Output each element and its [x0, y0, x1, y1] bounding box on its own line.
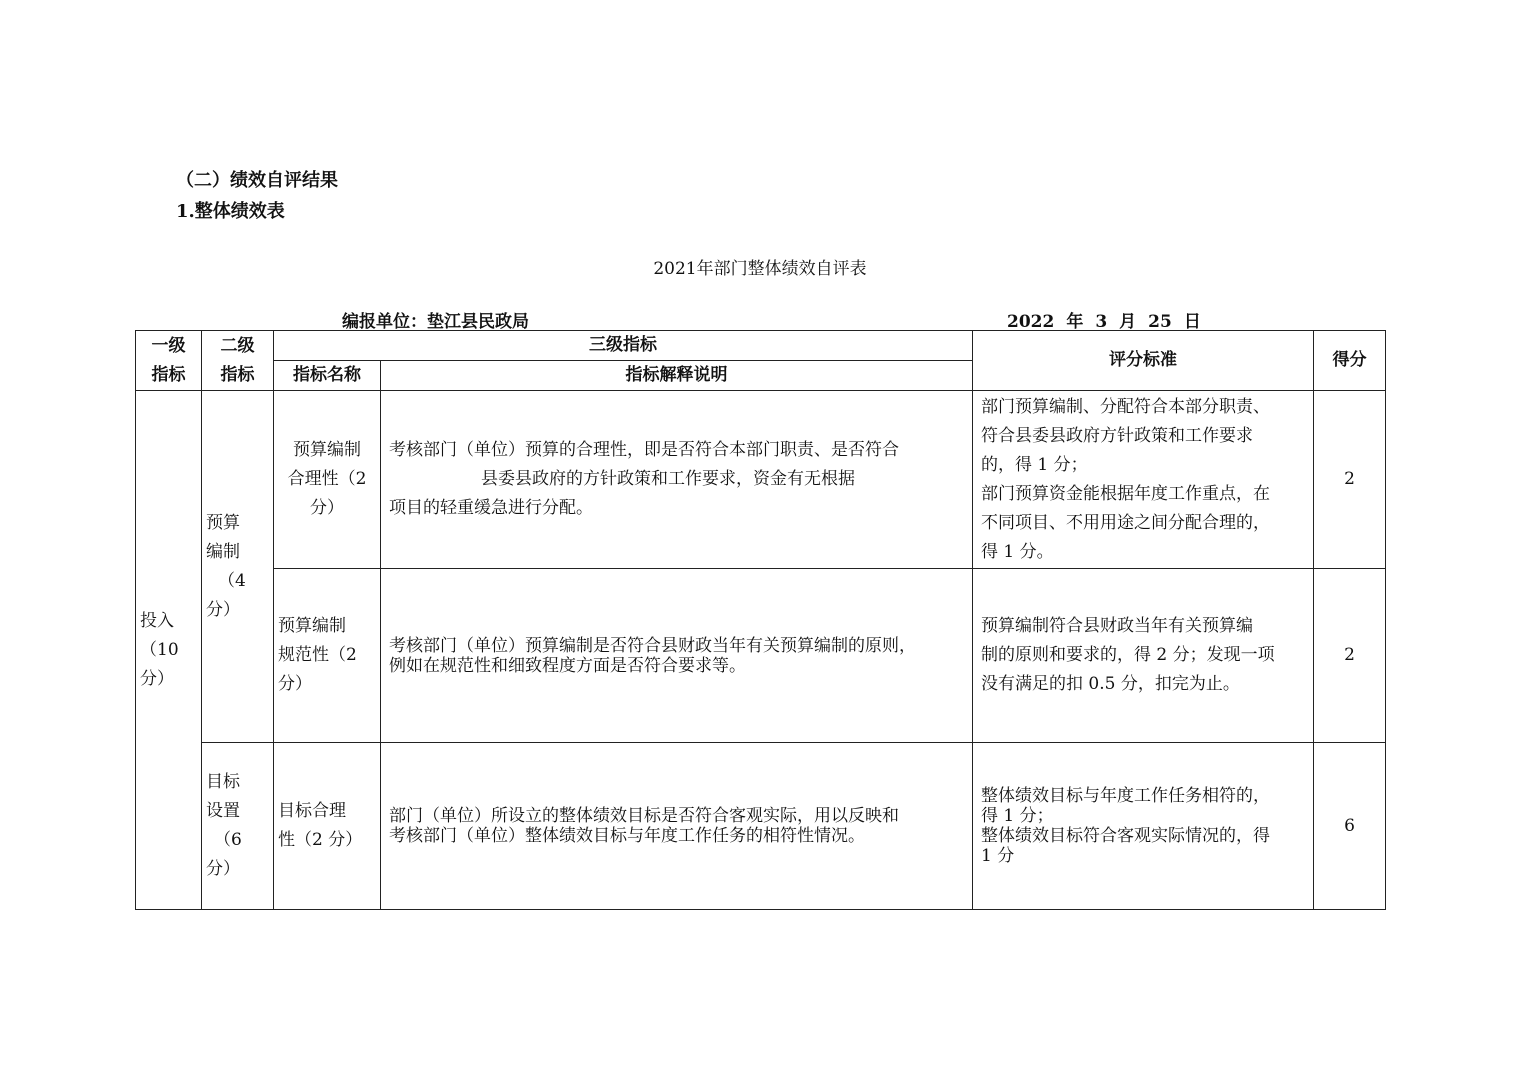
header-name: 指标名称 — [274, 361, 381, 391]
level1-line: 分） — [140, 668, 174, 689]
name-line: 分） — [278, 674, 312, 694]
scoring-criteria — [973, 743, 1314, 910]
criteria-line: 预算编制符合县财政当年有关预算编 — [981, 616, 1253, 636]
indicator-name — [274, 743, 381, 910]
header-level1-line1: 一级 — [151, 335, 186, 356]
table-row — [136, 569, 1386, 743]
criteria-line: 整体绩效目标符合客观实际情况的，得 — [981, 826, 1270, 846]
date-month: 3 — [1095, 312, 1108, 332]
criteria-line: 1 分 — [981, 846, 1015, 866]
header-level2-line1: 二级 — [220, 335, 255, 356]
level2-cell — [202, 391, 274, 743]
level2-line: 设置 — [206, 801, 240, 821]
level2-cell — [202, 743, 274, 910]
name-line: 预算编制 — [293, 440, 361, 460]
explain-line: 考核部门（单位）预算编制是否符合县财政当年有关预算编制的原则， — [389, 635, 916, 656]
criteria-line: 部门预算资金能根据年度工作重点，在 — [981, 483, 1270, 504]
criteria-line: 没有满足的扣 0.5 分，扣完为止。 — [981, 674, 1240, 694]
level1-line: 投入 — [140, 610, 174, 631]
level2-line: （4 — [218, 570, 246, 591]
indicator-explain — [381, 391, 973, 569]
level2-line: 编制 — [206, 541, 240, 562]
criteria-line: 得 1 分。 — [981, 541, 1054, 562]
reporting-unit: 编报单位：垫江县民政局 — [342, 312, 529, 332]
performance-table — [135, 330, 1386, 910]
level1-cell — [136, 391, 202, 910]
name-line: 规范性（2 — [278, 645, 357, 665]
section-heading: （二）绩效自评结果 — [176, 170, 338, 191]
score-value: 6 — [1314, 743, 1386, 910]
name-line: 合理性（2 — [287, 469, 367, 489]
explain-line: 项目的轻重缓急进行分配。 — [389, 498, 593, 518]
criteria-line: 符合县委县政府方针政策和工作要求 — [981, 425, 1253, 446]
explain-line — [389, 465, 964, 494]
name-line: 目标合理 — [278, 801, 346, 821]
criteria-line: 部门预算编制、分配符合本部分职责、 — [981, 396, 1270, 417]
level2-line: 分） — [206, 859, 240, 879]
level2-line: 预算 — [206, 512, 240, 533]
date-day-unit: 日 — [1183, 312, 1201, 332]
table-row — [136, 391, 1386, 569]
scoring-criteria — [973, 391, 1314, 569]
header-level2-line2: 指标 — [220, 364, 255, 385]
form-title: 2021年部门整体绩效自评表 — [653, 259, 867, 279]
report-date — [1007, 307, 1213, 332]
header-score: 得分 — [1314, 331, 1386, 391]
criteria-line: 整体绩效目标与年度工作任务相符的， — [981, 786, 1270, 806]
level1-line: （10 — [140, 639, 179, 660]
explain-line-text: 县委县政府的方针政策和工作要求，资金有无根据 — [481, 469, 855, 489]
header-level3: 三级指标 — [274, 331, 973, 361]
level2-line: 分） — [206, 599, 240, 620]
header-criteria: 评分标准 — [973, 331, 1314, 391]
date-month-unit: 月 — [1119, 312, 1137, 332]
section-subheading: 1.整体绩效表 — [176, 201, 285, 222]
indicator-name — [274, 569, 381, 743]
date-year: 2022 — [1007, 312, 1055, 332]
scoring-criteria — [973, 569, 1314, 743]
header-level1 — [136, 331, 202, 391]
criteria-line: 制的原则和要求的，得 2 分；发现一项 — [981, 645, 1275, 665]
criteria-line: 不同项目、不用用途之间分配合理的， — [981, 512, 1270, 533]
table-row — [136, 743, 1386, 910]
level2-line: 目标 — [206, 772, 240, 792]
date-day: 25 — [1148, 312, 1172, 332]
indicator-name — [274, 391, 381, 569]
explain-line: 考核部门（单位）预算的合理性，即是否符合本部门职责、是否符合 — [389, 440, 899, 460]
criteria-line: 得 1 分； — [981, 806, 1054, 826]
indicator-explain — [381, 743, 973, 910]
explain-line: 考核部门（单位）整体绩效目标与年度工作任务的相符性情况。 — [389, 826, 865, 846]
criteria-line: 的，得 1 分； — [981, 454, 1088, 475]
header-level1-line2: 指标 — [151, 364, 186, 385]
name-line: 预算编制 — [278, 616, 346, 636]
header-explain: 指标解释说明 — [381, 361, 973, 391]
name-line: 性（2 分） — [278, 830, 363, 850]
date-year-unit: 年 — [1066, 312, 1084, 332]
score-value: 2 — [1314, 391, 1386, 569]
explain-line: 部门（单位）所设立的整体绩效目标是否符合客观实际，用以反映和 — [389, 806, 899, 826]
header-level2 — [202, 331, 274, 391]
indicator-explain — [381, 569, 973, 743]
explain-line: 例如在规范性和细致程度方面是否符合要求等。 — [389, 655, 746, 676]
name-line: 分） — [310, 498, 344, 518]
level2-line: （6 — [214, 830, 242, 850]
score-value: 2 — [1314, 569, 1386, 743]
